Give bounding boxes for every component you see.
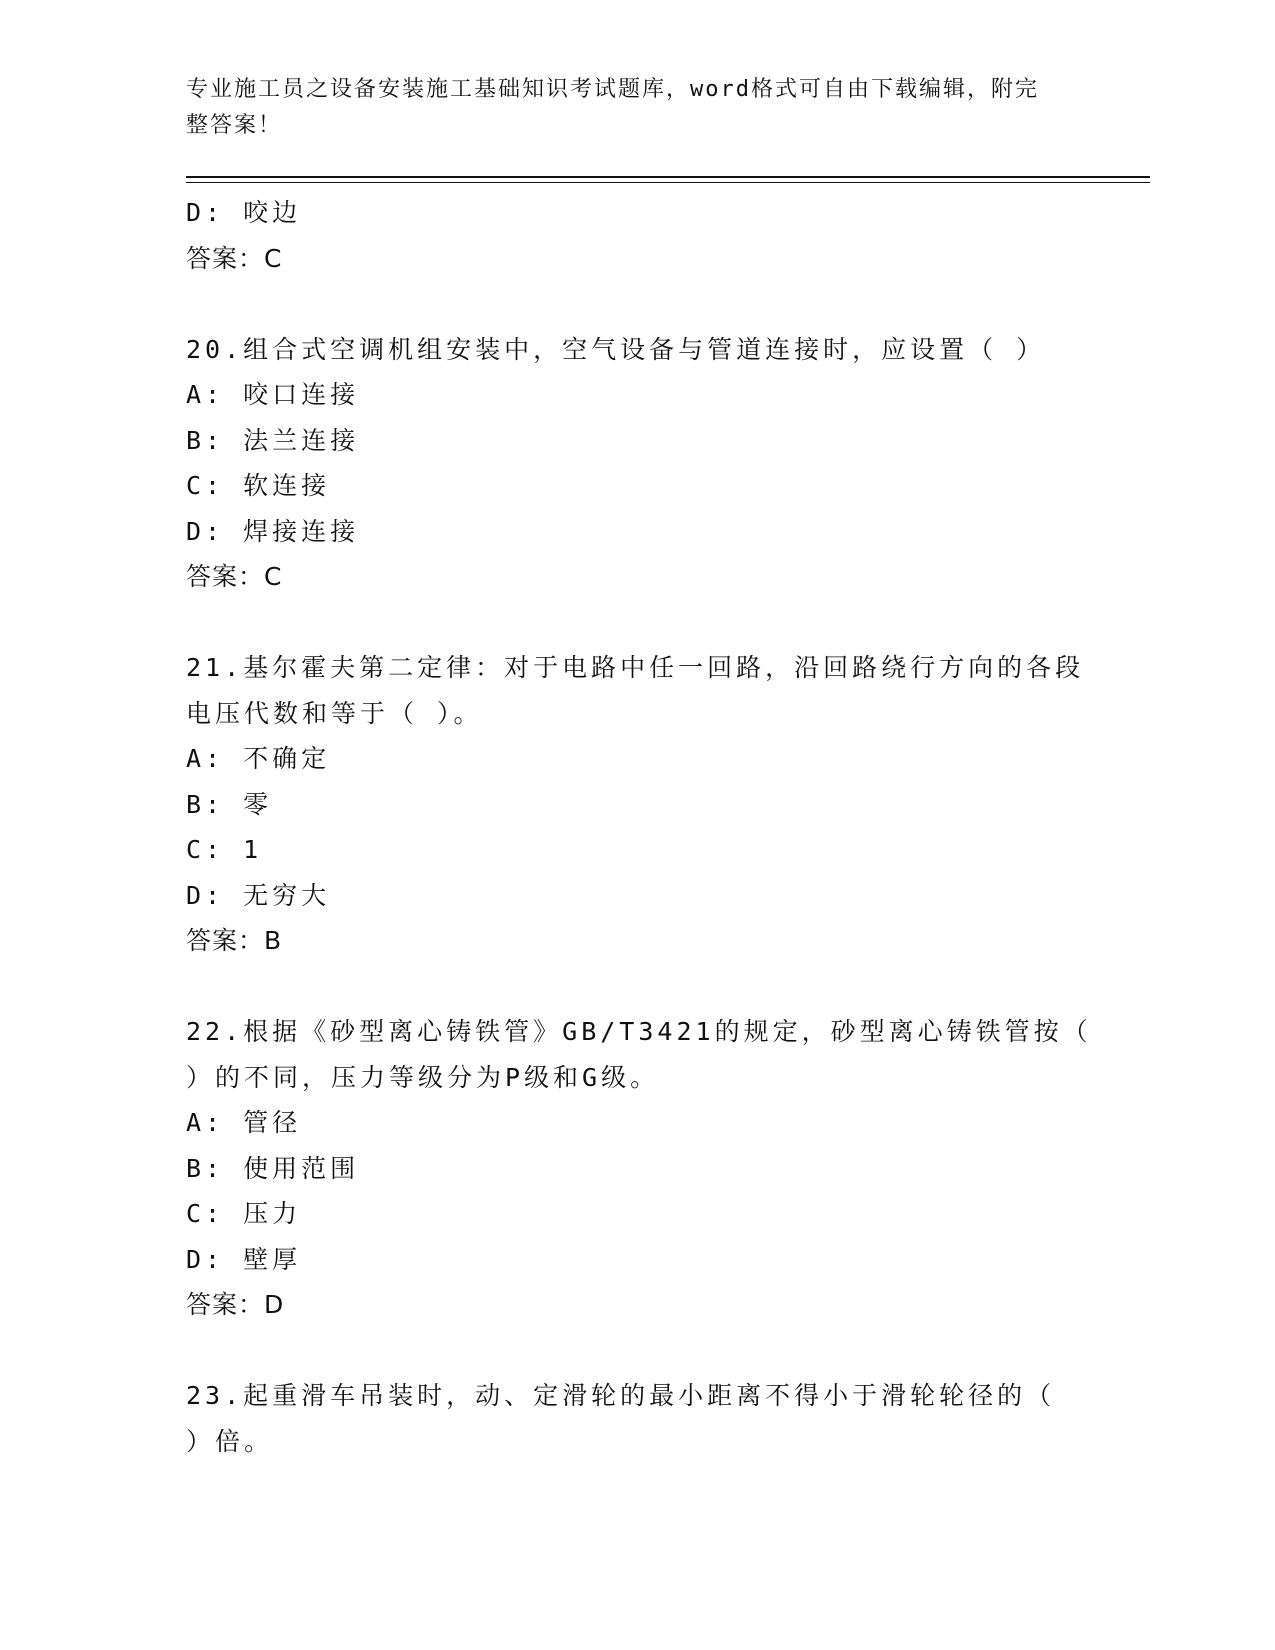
spacer: [186, 281, 1086, 327]
question-22: [186, 1009, 1092, 1328]
option-a: A: 管径: [186, 1108, 302, 1137]
header-line-2: 整答案！: [186, 113, 283, 138]
option-d: D: 焊接连接: [186, 516, 360, 546]
question-text: 21.基尔霍夫第二定律：对于电路中任一回路，沿回路绕行方向的各段: [186, 653, 1085, 682]
question-23: [186, 1373, 1086, 1464]
question-text: 23.起重滑车吊装时，动、定滑轮的最小距离不得小于滑轮轮径的（: [186, 1381, 1056, 1410]
option-a: A: 咬口连接: [186, 380, 360, 409]
question-text-cont: ）倍。: [186, 1426, 274, 1456]
answer-line: 答案：B: [186, 926, 283, 955]
spacer: [186, 1328, 1086, 1374]
spacer: [186, 600, 1086, 646]
question-text-cont: ）的不同，压力等级分为P级和G级。: [186, 1062, 660, 1092]
option-b: B: 零: [186, 789, 273, 819]
header-rule-thick: [186, 176, 1150, 178]
option-c: C: 压力: [186, 1199, 302, 1228]
answer-line: 答案：C: [186, 243, 283, 273]
question-text: 22.根据《砂型离心铸铁管》GB/T3421的规定，砂型离心铸铁管按（: [186, 1017, 1092, 1046]
question-20: [186, 327, 1086, 600]
question-21: [186, 645, 1086, 964]
option-d: D: 壁厚: [186, 1244, 302, 1274]
option-b: B: 法兰连接: [186, 425, 360, 455]
option-c: C: 1: [186, 835, 263, 864]
option-b: B: 使用范围: [186, 1153, 360, 1183]
document-header: [186, 72, 1066, 144]
answer-line: 答案：C: [186, 562, 283, 591]
question-text-cont: 电压代数和等于（ ）。: [186, 698, 483, 728]
option-d: D: 咬边: [186, 198, 302, 227]
option-d: D: 无穷大: [186, 880, 331, 910]
question-text: 20.组合式空调机组安装中，空气设备与管道连接时，应设置（ ）: [186, 334, 1046, 364]
question-list: [186, 190, 1092, 1464]
option-a: A: 不确定: [186, 744, 331, 773]
option-c: C: 软连接: [186, 471, 331, 500]
spacer: [186, 964, 1086, 1010]
answer-line: 答案：D: [186, 1290, 285, 1319]
header-rule-thin: [186, 182, 1150, 183]
header-line-1: 专业施工员之设备安装施工基础知识考试题库，word格式可自由下载编辑，附完: [186, 77, 1039, 102]
